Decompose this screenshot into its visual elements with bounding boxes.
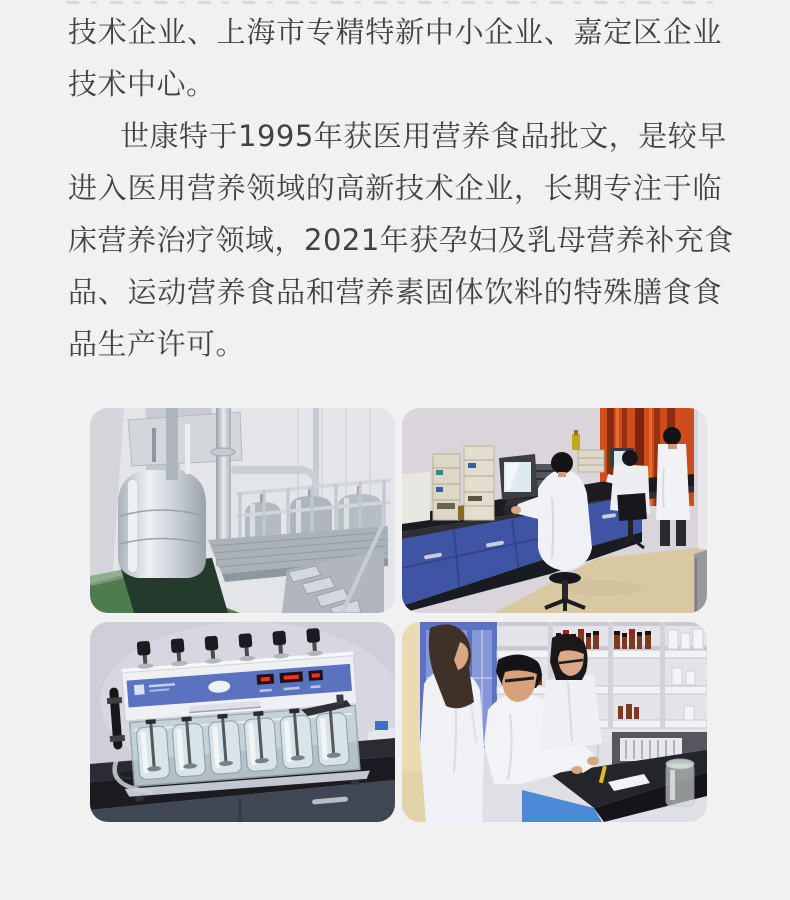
- text-line: 品、运动营养食品和营养素固体饮料的特殊膳食食: [68, 275, 722, 309]
- photo-gallery: [90, 408, 707, 822]
- text-line: 技术中心。: [68, 67, 216, 101]
- hand: [572, 766, 583, 774]
- photo-production-equipment: [90, 408, 395, 613]
- text-line: 世康特于1995年获医用营养食品批文，是较早: [120, 119, 727, 153]
- clipped-glyph-fragments: [66, 1, 722, 4]
- photo-researchers-bench: [402, 622, 707, 822]
- production-equipment-illustration: [90, 408, 395, 613]
- company-intro-text: [68, 6, 734, 370]
- small-blue-box: [375, 721, 388, 730]
- hand: [587, 757, 599, 766]
- photo-dissolution-tester: [90, 622, 395, 822]
- photo-analysis-lab: [402, 408, 707, 613]
- text-line: 床营养治疗领域，2021年获孕妇及乳母营养补充食: [68, 223, 734, 257]
- gray-cabinet-right: [694, 550, 707, 613]
- analysis-lab-illustration: [402, 408, 707, 613]
- text-line: 进入医用营养领域的高新技术企业，长期专注于临: [68, 171, 722, 205]
- clipped-text-line-top: [66, 0, 722, 5]
- researchers-bench-illustration: [402, 622, 707, 822]
- text-line: 技术企业、上海市专精特新中小企业、嘉定区企业: [68, 15, 722, 49]
- glass-jar: [666, 759, 694, 806]
- dissolution-tester-illustration: [90, 622, 395, 822]
- text-line: 品生产许可。: [68, 327, 246, 361]
